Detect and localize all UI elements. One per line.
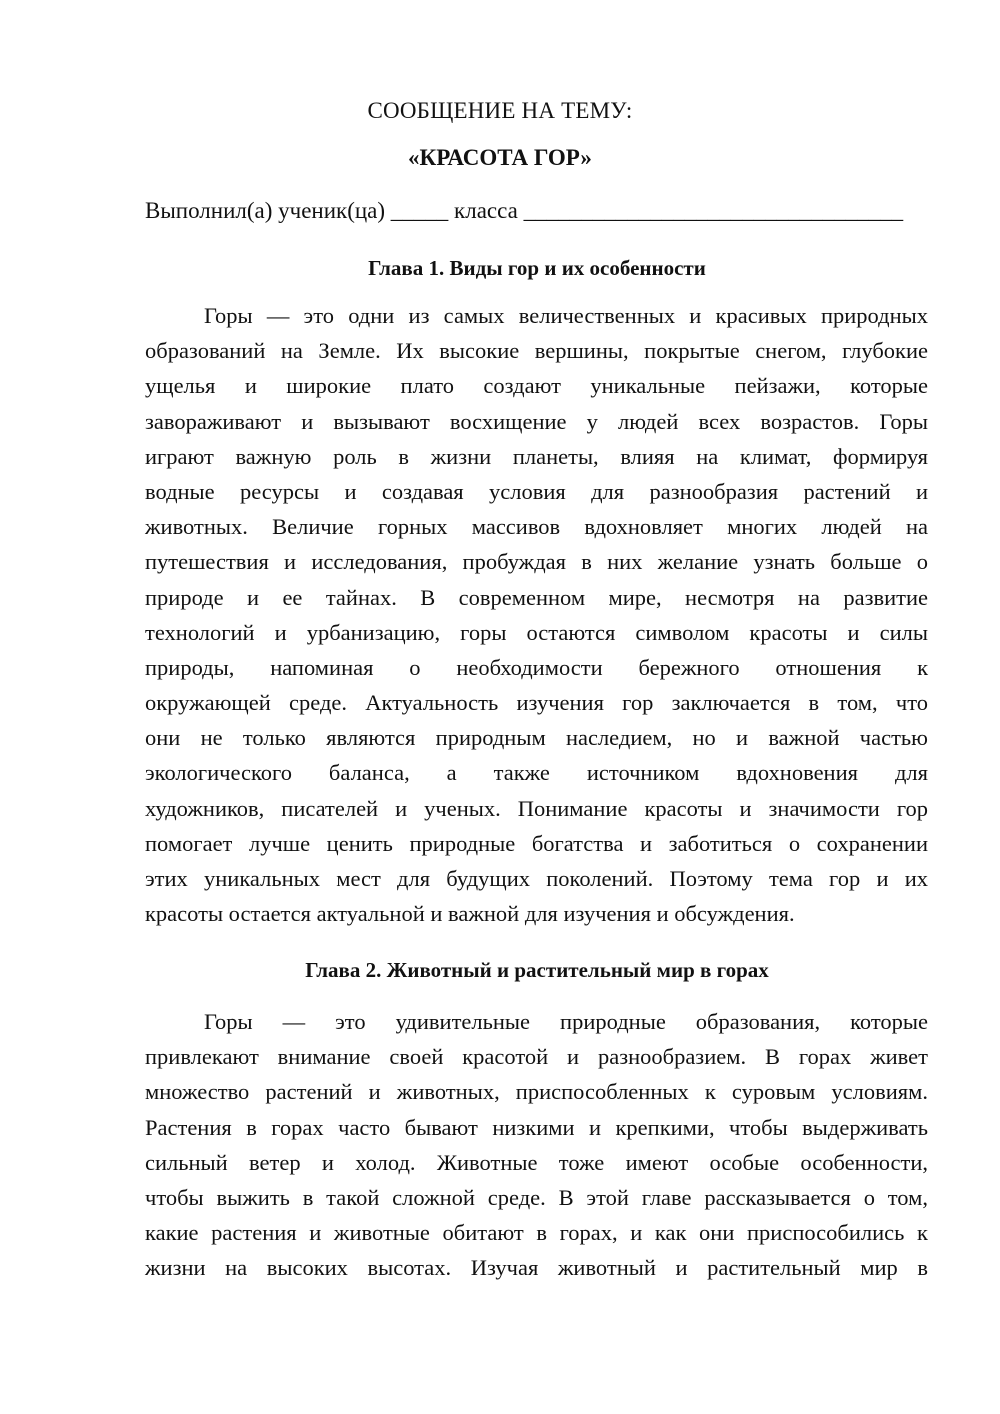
chapter-1-paragraph xyxy=(145,298,928,931)
paragraph-line: Горы — это удивительные природные образования, которые xyxy=(204,1009,928,1034)
document-title: СООБЩЕНИЕ НА ТЕМУ: xyxy=(367,98,633,123)
paragraph-line: животных. Величие горных массивов вдохновляет многих людей на xyxy=(145,514,928,540)
paragraph-line: привлекают внимание своей красотой и разнообразием. В горах живет xyxy=(145,1044,928,1070)
paragraph-line: играют важную роль в жизни планеты, влияя на климат, формируя xyxy=(145,443,928,469)
paragraph-line: природе и ее тайнах. В современном мире, несмотря на развитие xyxy=(145,584,928,610)
paragraph-line: путешествия и исследования, пробуждая в них желание узнать больше о xyxy=(145,549,928,575)
chapter-2-paragraph xyxy=(145,1004,928,1286)
paragraph-line: они не только являются природным наследием, но и важной частью xyxy=(145,725,928,751)
paragraph-line: этих уникальных мест для будущих поколений. Поэтому тема гор и их xyxy=(145,866,928,891)
paragraph-line: Растения в горах часто бывают низкими и крепкими, чтобы выдерживать xyxy=(145,1114,928,1140)
paragraph-line: красоты остается актуальной и важной для изучения и обсуждения. xyxy=(145,901,795,927)
author-line: Выполнил(а) ученик(ца) _____ класса _________________________________ xyxy=(145,198,904,223)
chapter-2-heading: Глава 2. Животный и растительный мир в горах xyxy=(305,958,769,982)
paragraph-line: экологического баланса, а также источником вдохновения для xyxy=(145,760,928,786)
paragraph-line: Горы — это одни из самых величественных и красивых природных xyxy=(204,303,928,328)
paragraph-line: сильный ветер и холод. Животные тоже имеют особые особенности, xyxy=(145,1149,928,1175)
paragraph-line: помогает лучше ценить природные богатства и заботиться о сохранении xyxy=(145,830,928,856)
paragraph-line: какие растения и животные обитают в горах, и как они приспособились к xyxy=(145,1220,928,1246)
paragraph-line: окружающей среде. Актуальность изучения гор заключается в том, что xyxy=(145,690,928,716)
paragraph-line: жизни на высоких высотах. Изучая животный и растительный мир в xyxy=(145,1255,928,1281)
paragraph-line: образований на Земле. Их высокие вершины, покрытые снегом, глубокие xyxy=(145,338,928,364)
paragraph-line: водные ресурсы и создавая условия для разнообразия растений и xyxy=(145,478,928,504)
chapter-1-heading: Глава 1. Виды гор и их особенности xyxy=(368,256,706,280)
paragraph-line: природы, напоминая о необходимости бережного отношения к xyxy=(145,654,928,680)
document-subtitle: «КРАСОТА ГОР» xyxy=(408,145,592,170)
paragraph-line: чтобы выжить в такой сложной среде. В этой главе рассказывается о том, xyxy=(145,1184,928,1210)
paragraph-line: множество растений и животных, приспособленных к суровым условиям. xyxy=(145,1079,928,1105)
paragraph-line: художников, писателей и ученых. Понимание красоты и значимости гор xyxy=(145,795,928,821)
paragraph-line: технологий и урбанизацию, горы остаются символом красоты и силы xyxy=(145,619,928,645)
paragraph-line: завораживают и вызывают восхищение у людей всех возрастов. Горы xyxy=(145,408,928,434)
paragraph-line: ущелья и широкие плато создают уникальные пейзажи, которые xyxy=(145,373,928,399)
